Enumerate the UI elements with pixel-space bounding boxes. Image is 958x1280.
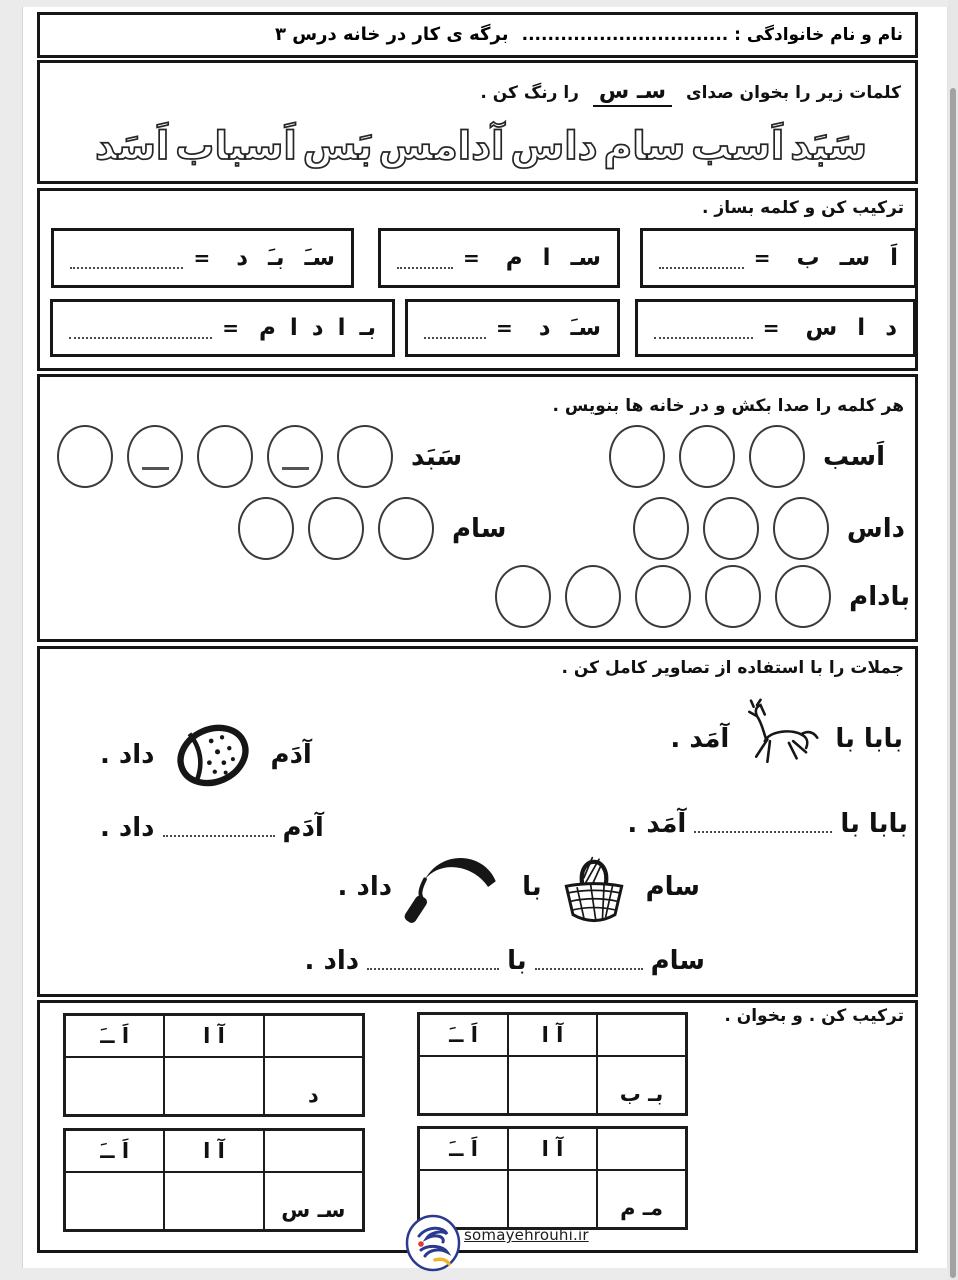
outlined-word-adams: آدامس — [378, 124, 505, 169]
outlined-word-das: داس — [510, 124, 598, 169]
vowel-header-aa: آ ا — [508, 1128, 597, 1170]
vowel-header-fatha: اَ ــَ — [419, 1128, 508, 1170]
empty-answer-cell — [65, 1172, 164, 1230]
section2-instruction: ترکیب کن و کلمه بساز . — [702, 198, 904, 218]
vowel-header-aa: آ ا — [164, 1015, 263, 1057]
word-amad: آمَد . — [627, 809, 687, 839]
empty-answer-cell — [508, 1056, 597, 1114]
table-corner-cell — [597, 1128, 686, 1170]
letter-box-b-a-d-a-m — [50, 299, 395, 357]
letter-box-sa-ba-d — [51, 228, 354, 288]
instruction-post: را رنگ کن . — [480, 83, 579, 103]
letter: سـ — [570, 245, 601, 271]
empty-answer-cell — [65, 1057, 164, 1115]
syllable-circle — [635, 565, 691, 628]
vowel-header-fatha: اَ ــَ — [65, 1015, 164, 1057]
letter: د — [236, 245, 249, 271]
word-dad: داد . — [304, 946, 360, 976]
sickle-icon — [402, 843, 512, 931]
table-corner-cell — [264, 1015, 363, 1057]
vowel-header-fatha: اَ ــَ — [65, 1130, 164, 1172]
letter: ا — [542, 245, 551, 271]
letter: س — [805, 315, 838, 341]
vowel-dash — [282, 467, 309, 470]
outlined-word-asad: اَسَد — [95, 124, 170, 169]
combine-table-be — [417, 1012, 688, 1116]
sentence-adam-blank — [100, 810, 324, 846]
consonant-cell-be: بـ ب — [597, 1056, 686, 1114]
word-sabad: سَبَد — [411, 441, 463, 472]
section1-box — [37, 60, 918, 184]
consonant-cell-dal: د — [264, 1057, 363, 1115]
outlined-word-asbab: اَسباب — [175, 124, 297, 169]
answer-blank — [654, 337, 753, 339]
empty-answer-cell — [508, 1170, 597, 1228]
word-sam: سام — [650, 946, 705, 976]
outlined-word-asb: اَسب — [691, 124, 785, 169]
letter: ا — [337, 315, 346, 341]
answer-blank — [424, 337, 486, 339]
syllable-circle — [749, 425, 805, 488]
syllable-circle — [127, 425, 183, 488]
watermark-logo — [405, 1214, 461, 1272]
letter: بـ — [359, 315, 376, 341]
syllable-circle — [378, 497, 434, 560]
syllable-circle — [703, 497, 759, 560]
word-amad: آمَد . — [670, 724, 730, 754]
combine-table-sin — [63, 1128, 365, 1232]
consonant-cell-mim: مـ م — [597, 1170, 686, 1228]
syllable-circle — [679, 425, 735, 488]
table-corner-cell — [597, 1014, 686, 1056]
syllable-circle — [308, 497, 364, 560]
syllable-circle — [775, 565, 831, 628]
syllable-circle — [238, 497, 294, 560]
letter: د — [538, 315, 551, 341]
watermark-site-text: somayehrouhi.ir — [464, 1226, 589, 1244]
word-dad: داد . — [337, 872, 393, 902]
syllable-circle — [565, 565, 621, 628]
outlined-word-sam: سام — [603, 124, 686, 169]
syllable-circle — [495, 565, 551, 628]
answer-blank — [69, 337, 212, 339]
word-dad: داد . — [100, 813, 155, 843]
syllable-circle — [609, 425, 665, 488]
word-sam: سام — [645, 872, 700, 902]
letter: سـ — [839, 245, 871, 271]
section4-instruction: جملات را با استفاده از تصاویر کامل کن . — [561, 658, 904, 678]
outlined-word-bas: بَس — [302, 124, 373, 169]
word-badam: بادام — [849, 581, 910, 612]
sound-row-sam — [238, 497, 506, 560]
sound-row-sabad — [57, 425, 462, 488]
sound-highlight: سـ س — [593, 79, 672, 107]
syllable-circle — [633, 497, 689, 560]
answer-blank — [659, 267, 744, 269]
vowel-header-fatha: اَ ــَ — [419, 1014, 508, 1056]
table-corner-cell — [264, 1130, 363, 1172]
letter-box-a-s-b — [640, 228, 917, 288]
word-baba-ba: بابا با — [840, 809, 908, 839]
answer-blank — [70, 267, 183, 269]
vowel-header-aa: آ ا — [164, 1130, 263, 1172]
sentence-adam-walnut — [100, 712, 312, 798]
word-sam: سام — [452, 513, 507, 544]
sentence-sam-basket-sickle — [338, 843, 700, 931]
equals-sign: = — [463, 246, 480, 270]
vowel-dash — [142, 467, 169, 470]
combine-table-dal — [63, 1013, 365, 1117]
letter-box-d-a-s — [635, 299, 916, 357]
sentence-sam-blanks — [305, 943, 705, 979]
word-ba: با — [507, 946, 527, 976]
instruction-pre: کلمات زیر را بخوان صدای — [685, 83, 901, 103]
empty-answer-cell — [164, 1057, 263, 1115]
sound-row-asb — [609, 425, 885, 488]
letter: ا — [857, 315, 866, 341]
equals-sign: = — [495, 316, 513, 340]
sheet-title: برگه ی کار در خانه درس ۳ — [275, 24, 509, 45]
letter: م — [505, 245, 523, 271]
sentence-baba-blank — [627, 806, 908, 842]
letter: ا — [289, 315, 298, 341]
horse-icon — [739, 698, 825, 780]
vowel-header-aa: آ ا — [508, 1014, 597, 1056]
scrollbar-thumb[interactable] — [950, 88, 956, 1278]
syllable-circle — [773, 497, 829, 560]
letter: م — [259, 315, 276, 341]
outlined-word-sabad: سَبَد — [790, 124, 867, 169]
equals-sign: = — [753, 246, 771, 270]
section1-instruction — [480, 79, 901, 104]
equals-sign: = — [222, 316, 240, 340]
sound-row-badam — [495, 565, 910, 628]
answer-blank — [535, 968, 643, 970]
empty-answer-cell — [164, 1172, 263, 1230]
word-das: داس — [846, 513, 905, 544]
equals-sign: = — [762, 316, 780, 340]
letter-box-sa-d — [405, 299, 620, 357]
word-baba-ba: بابا با — [835, 724, 903, 754]
answer-blank — [367, 968, 499, 970]
syllable-circle — [337, 425, 393, 488]
word-adam: آدَم — [282, 813, 324, 843]
letter: سـَ — [570, 315, 601, 341]
word-adam: آدَم — [270, 740, 312, 770]
basket-icon — [552, 844, 636, 930]
answer-blank — [694, 831, 832, 833]
answer-blank — [397, 267, 453, 269]
answer-blank — [163, 835, 275, 837]
letter-box-s-a-m — [378, 228, 620, 288]
word-asb: اَسب — [822, 441, 885, 472]
colorable-words-row — [95, 124, 867, 169]
letter: سـَ — [304, 245, 335, 271]
consonant-cell-sin: سـ س — [264, 1172, 363, 1230]
section3-instruction: هر کلمه را صدا بکش و در خانه ها بنویس . — [552, 396, 904, 416]
word-ba: با — [522, 872, 542, 902]
name-field-label: نام و نام خانوادگی : ................................ — [521, 25, 903, 45]
empty-answer-cell — [419, 1056, 508, 1114]
section5-instruction: ترکیب کن . و بخوان . — [724, 1006, 904, 1026]
syllable-circle — [57, 425, 113, 488]
syllable-circle — [267, 425, 323, 488]
letter: بـَ — [268, 245, 285, 271]
scrollbar-track[interactable] — [948, 0, 958, 1280]
sentence-baba-horse — [670, 698, 903, 780]
letter: د — [885, 315, 897, 341]
letter: اَ — [890, 245, 898, 271]
letter: د — [311, 315, 324, 341]
equals-sign: = — [193, 246, 211, 270]
header-box — [37, 12, 918, 58]
syllable-circle — [705, 565, 761, 628]
word-dad: داد . — [100, 740, 155, 770]
walnut-icon — [167, 712, 259, 798]
letter: ب — [796, 245, 820, 271]
sound-row-das — [633, 497, 905, 560]
syllable-circle — [197, 425, 253, 488]
